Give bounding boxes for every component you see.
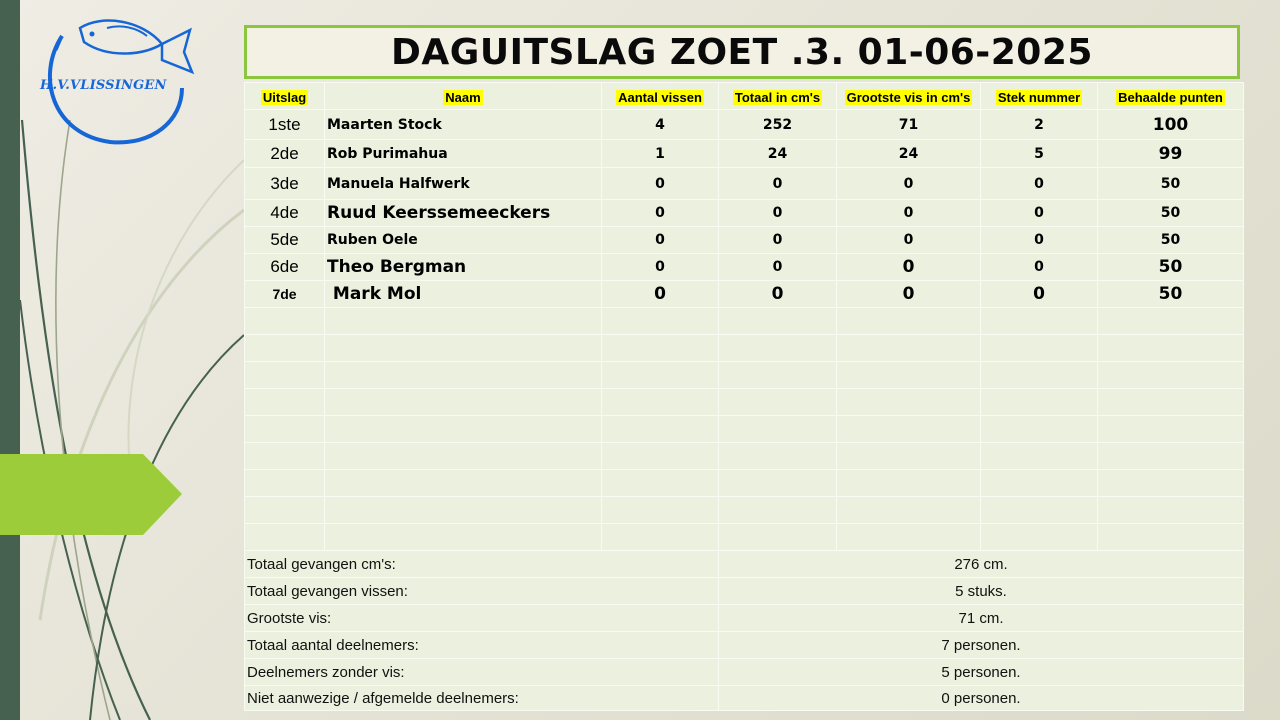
empty-row <box>245 470 1244 497</box>
summary-value: 7 personen. <box>719 632 1244 659</box>
empty-row <box>245 497 1244 524</box>
summary-label: Totaal gevangen cm's: <box>245 551 719 578</box>
name-cell: Maarten Stock <box>325 110 602 140</box>
name-cell: Rob Purimahua <box>325 140 602 168</box>
table-row <box>245 227 1244 254</box>
spot-number-cell: 0 <box>981 168 1098 200</box>
rank-cell: 3de <box>245 168 325 200</box>
total-cm-cell: 252 <box>719 110 837 140</box>
green-arrow-shape <box>0 454 182 535</box>
points-cell: 50 <box>1098 200 1244 227</box>
total-cm-cell: 0 <box>719 254 837 281</box>
total-cm-cell: 0 <box>719 168 837 200</box>
spot-number-cell: 0 <box>981 227 1098 254</box>
results-table <box>244 82 1244 551</box>
name-cell: Manuela Halfwerk <box>325 168 602 200</box>
points-cell: 50 <box>1098 227 1244 254</box>
largest-fish-cell: 0 <box>837 281 981 308</box>
points-cell: 50 <box>1098 168 1244 200</box>
fish-count-cell: 4 <box>602 110 719 140</box>
largest-fish-cell: 24 <box>837 140 981 168</box>
spot-number-cell: 5 <box>981 140 1098 168</box>
fish-count-cell: 1 <box>602 140 719 168</box>
total-cm-cell: 0 <box>719 200 837 227</box>
points-cell: 50 <box>1098 254 1244 281</box>
col-header-aantal-vissen: Aantal vissen <box>602 83 719 110</box>
summary-label: Totaal aantal deelnemers: <box>245 632 719 659</box>
summary-value: 5 personen. <box>719 659 1244 686</box>
table-row <box>245 281 1244 308</box>
fish-count-cell: 0 <box>602 200 719 227</box>
empty-row <box>245 443 1244 470</box>
summary-row <box>245 551 1244 578</box>
fish-count-cell: 0 <box>602 254 719 281</box>
table-row <box>245 168 1244 200</box>
col-header-uitslag: Uitslag <box>245 83 325 110</box>
spot-number-cell: 2 <box>981 110 1098 140</box>
table-row <box>245 254 1244 281</box>
table-row <box>245 110 1244 140</box>
empty-row <box>245 524 1244 551</box>
spot-number-cell: 0 <box>981 200 1098 227</box>
summary-value: 5 stuks. <box>719 578 1244 605</box>
largest-fish-cell: 0 <box>837 168 981 200</box>
col-header-stek-nummer: Stek nummer <box>981 83 1098 110</box>
page-title: DAGUITSLAG ZOET .3. 01-06-2025 <box>391 31 1093 73</box>
total-cm-cell: 0 <box>719 281 837 308</box>
title-box <box>244 25 1240 79</box>
rank-cell: 2de <box>245 140 325 168</box>
rank-cell: 6de <box>245 254 325 281</box>
summary-label: Niet aanwezige / afgemelde deelnemers: <box>245 686 719 711</box>
name-cell: Ruben Oele <box>325 227 602 254</box>
summary-row <box>245 578 1244 605</box>
col-header-naam: Naam <box>325 83 602 110</box>
name-cell: Mark Mol <box>325 281 602 308</box>
empty-row <box>245 335 1244 362</box>
largest-fish-cell: 0 <box>837 254 981 281</box>
rank-cell: 5de <box>245 227 325 254</box>
name-cell: Theo Bergman <box>325 254 602 281</box>
points-cell: 100 <box>1098 110 1244 140</box>
rank-cell: 1ste <box>245 110 325 140</box>
points-cell: 99 <box>1098 140 1244 168</box>
summary-row <box>245 659 1244 686</box>
summary-label: Totaal gevangen vissen: <box>245 578 719 605</box>
logo-text: H.V.VLISSINGEN <box>40 78 167 93</box>
table-row <box>245 140 1244 168</box>
summary-row <box>245 686 1244 711</box>
fish-count-cell: 0 <box>602 281 719 308</box>
total-cm-cell: 0 <box>719 227 837 254</box>
total-cm-cell: 24 <box>719 140 837 168</box>
empty-row <box>245 362 1244 389</box>
spot-number-cell: 0 <box>981 281 1098 308</box>
table-header-row <box>245 83 1244 110</box>
empty-row <box>245 308 1244 335</box>
rank-cell: 7de <box>245 281 325 308</box>
largest-fish-cell: 71 <box>837 110 981 140</box>
summary-value: 71 cm. <box>719 605 1244 632</box>
col-header-grootste-vis: Grootste vis in cm's <box>837 83 981 110</box>
summary-label: Deelnemers zonder vis: <box>245 659 719 686</box>
largest-fish-cell: 0 <box>837 227 981 254</box>
summary-row <box>245 605 1244 632</box>
col-header-behaalde-punten: Behaalde punten <box>1098 83 1244 110</box>
rank-cell: 4de <box>245 200 325 227</box>
summary-table <box>244 550 1244 711</box>
col-header-totaal-cm: Totaal in cm's <box>719 83 837 110</box>
summary-value: 276 cm. <box>719 551 1244 578</box>
largest-fish-cell: 0 <box>837 200 981 227</box>
fish-count-cell: 0 <box>602 168 719 200</box>
points-cell: 50 <box>1098 281 1244 308</box>
summary-label: Grootste vis: <box>245 605 719 632</box>
summary-value: 0 personen. <box>719 686 1244 711</box>
empty-row <box>245 416 1244 443</box>
empty-row <box>245 389 1244 416</box>
table-row <box>245 200 1244 227</box>
fish-count-cell: 0 <box>602 227 719 254</box>
spot-number-cell: 0 <box>981 254 1098 281</box>
summary-row <box>245 632 1244 659</box>
name-cell: Ruud Keerssemeeckers <box>325 200 602 227</box>
